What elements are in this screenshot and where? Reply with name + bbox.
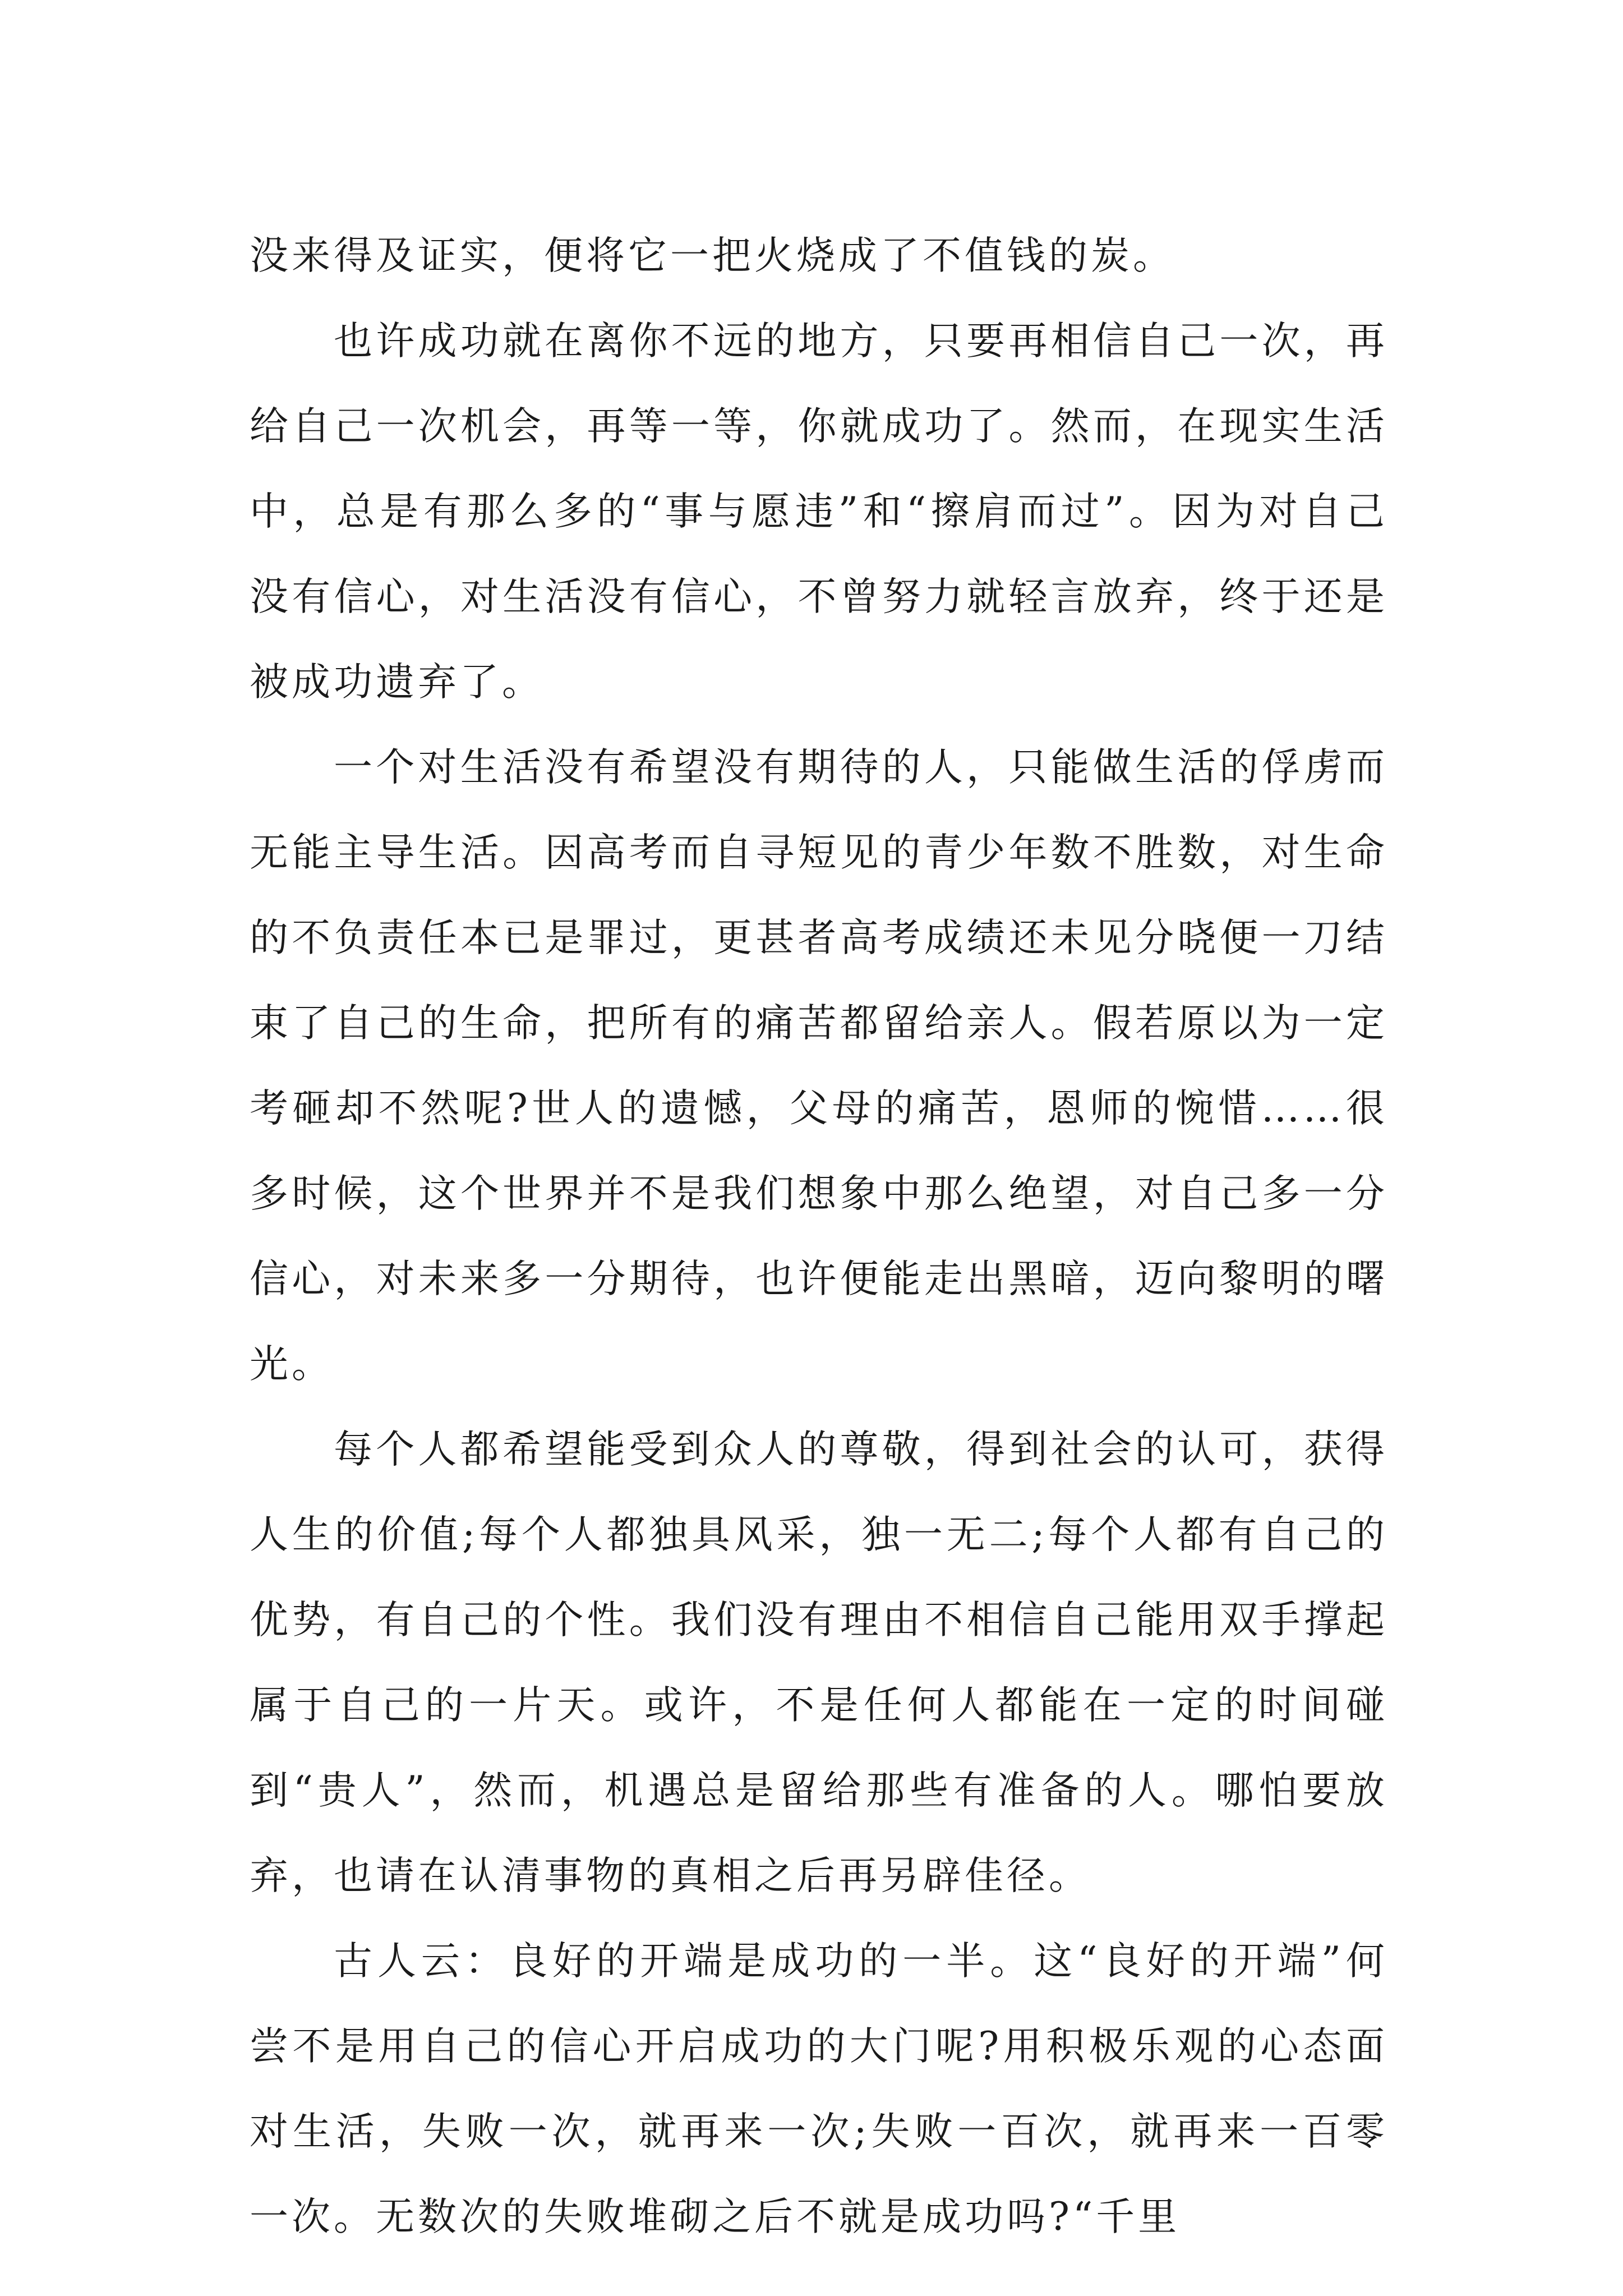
paragraph-4: 每个人都希望能受到众人的尊敬，得到社会的认可，获得人生的价值;每个人都独具风采，独一无二;每个人都有自己的优势，有自己的个性。我们没有理由不相信自己能用双手撑起属于自己的一片天。或许，不是任何人都能在一定的时间碰到“贵人”，然而，机遇总是留给那些有准备的人。哪怕要放弃，也请在认清事物的真相之后再另辟佳径。 <box>250 1427 1388 1898</box>
document-body <box>250 213 1388 2260</box>
paragraph-2: 也许成功就在离你不远的地方，只要再相信自己一次，再给自己一次机会，再等一等，你就成功了。然而，在现实生活中，总是有那么多的“事与愿违”和“擦肩而过”。因为对自己没有信心，对生活没有信心，不曾努力就轻言放弃，终于还是被成功遗弃了。 <box>250 319 1388 705</box>
paragraph-3: 一个对生活没有希望没有期待的人，只能做生活的俘虏而无能主导生活。因高考而自寻短见的青少年数不胜数，对生命的不负责任本已是罪过，更甚者高考成绩还未见分晓便一刀结束了自己的生命，把所有的痛苦都留给亲人。假若原以为一定考砸却不然呢?世人的遗憾，父母的痛苦，恩师的惋惜……很多时候，这个世界并不是我们想象中那么绝望，对自己多一分信心，对未来多一分期待，也许便能走出黑暗，迈向黎明的曙光。 <box>250 745 1388 1387</box>
paragraph-5: 古人云：良好的开端是成功的一半。这“良好的开端”何尝不是用自己的信心开启成功的大门呢?用积极乐观的心态面对生活，失败一次，就再来一次;失败一百次，就再来一百零一次。无数次的失败堆砌之后不就是成功吗?“千里 <box>250 1939 1388 2239</box>
paragraph-1: 没来得及证实，便将它一把火烧成了不值钱的炭。 <box>250 233 1175 278</box>
